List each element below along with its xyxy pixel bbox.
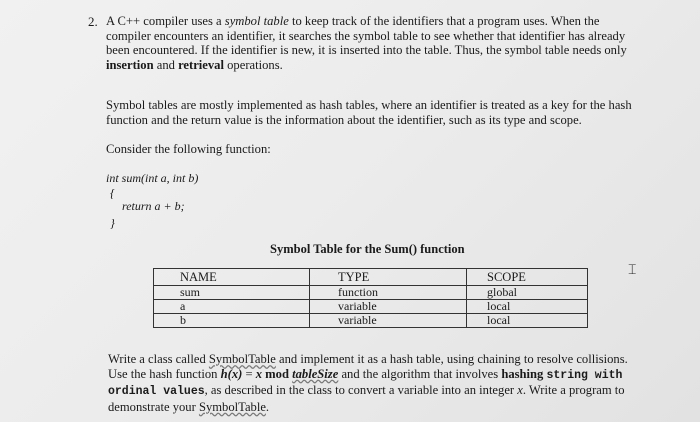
term-mod: mod [262, 366, 293, 381]
term-retrieval: retrieval [178, 57, 224, 72]
cell-name: sum [154, 286, 310, 300]
cell-type: function [310, 286, 467, 300]
code-line-close-brace: } [110, 216, 115, 230]
term-hashing: hashing [501, 366, 544, 381]
code-line-signature: int sum(int a, int b) [106, 171, 199, 185]
term-x: x [517, 383, 523, 397]
header-scope: SCOPE [467, 269, 588, 286]
term-insertion: insertion [106, 57, 154, 72]
text-cursor-icon: ⌶ [628, 262, 637, 278]
symbol-table [153, 268, 588, 328]
table-caption: Symbol Table for the Sum() function [270, 242, 465, 256]
text-run: and [153, 57, 179, 72]
term-tablesize: tableSize [292, 366, 339, 381]
text-run: Write a class called [108, 352, 209, 366]
paragraph-task [108, 352, 638, 414]
header-name: NAME [154, 269, 310, 286]
question-number: 2. [88, 14, 98, 29]
table-row [154, 286, 588, 300]
term-x: x [255, 366, 263, 381]
cell-scope: local [467, 300, 588, 314]
code-line-return: return a + b; [122, 199, 185, 213]
cell-type: variable [310, 314, 467, 328]
paragraph-intro [106, 14, 646, 72]
text-run: and implement it as a hash table, using chaining to resolve collisions. Use the hash function [108, 352, 628, 381]
table-row [154, 300, 588, 314]
header-type: TYPE [310, 269, 467, 286]
term-symboltable: SymbolTable [208, 352, 276, 366]
code-line-open-brace: { [110, 186, 115, 200]
text-run: , as described in the class to convert a variable into an integer [204, 383, 518, 397]
term-string-ordinal: string with ordinal values [108, 368, 623, 398]
cell-scope: local [467, 314, 588, 328]
term-symboltable: SymbolTable [198, 399, 266, 414]
paragraph-consider: Consider the following function: [106, 142, 271, 156]
term-hash-function: h(x) [220, 366, 243, 381]
text-run: . [265, 399, 270, 414]
term-symbol-table: symbol table [224, 14, 289, 28]
text-run: operations. [223, 57, 283, 72]
text-run: = [242, 366, 256, 381]
table-header-row [154, 269, 588, 286]
cell-type: variable [310, 300, 467, 314]
text-run: A C++ compiler uses a [106, 14, 225, 28]
cell-name: a [154, 300, 310, 314]
paragraph-hash-tables: Symbol tables are mostly implemented as hash tables, where an identifier is treated as a key for the hash function and the return value is the information about the identifier, such as its type and scope. [106, 98, 632, 127]
table-row [154, 314, 588, 328]
cell-name: b [154, 314, 310, 328]
text-run: to keep track of the identifiers that a program uses. When the compiler encounters an identifier, it searches the symbol table to see whether that identifier has already been encountered. If the identifier is new, it is inserted into the table. Thus, the symbol table needs only [106, 14, 627, 57]
text-run: and the algorithm that involves [338, 366, 502, 381]
text-run: . Write a program to demonstrate your [108, 383, 625, 414]
cell-scope: global [467, 286, 588, 300]
